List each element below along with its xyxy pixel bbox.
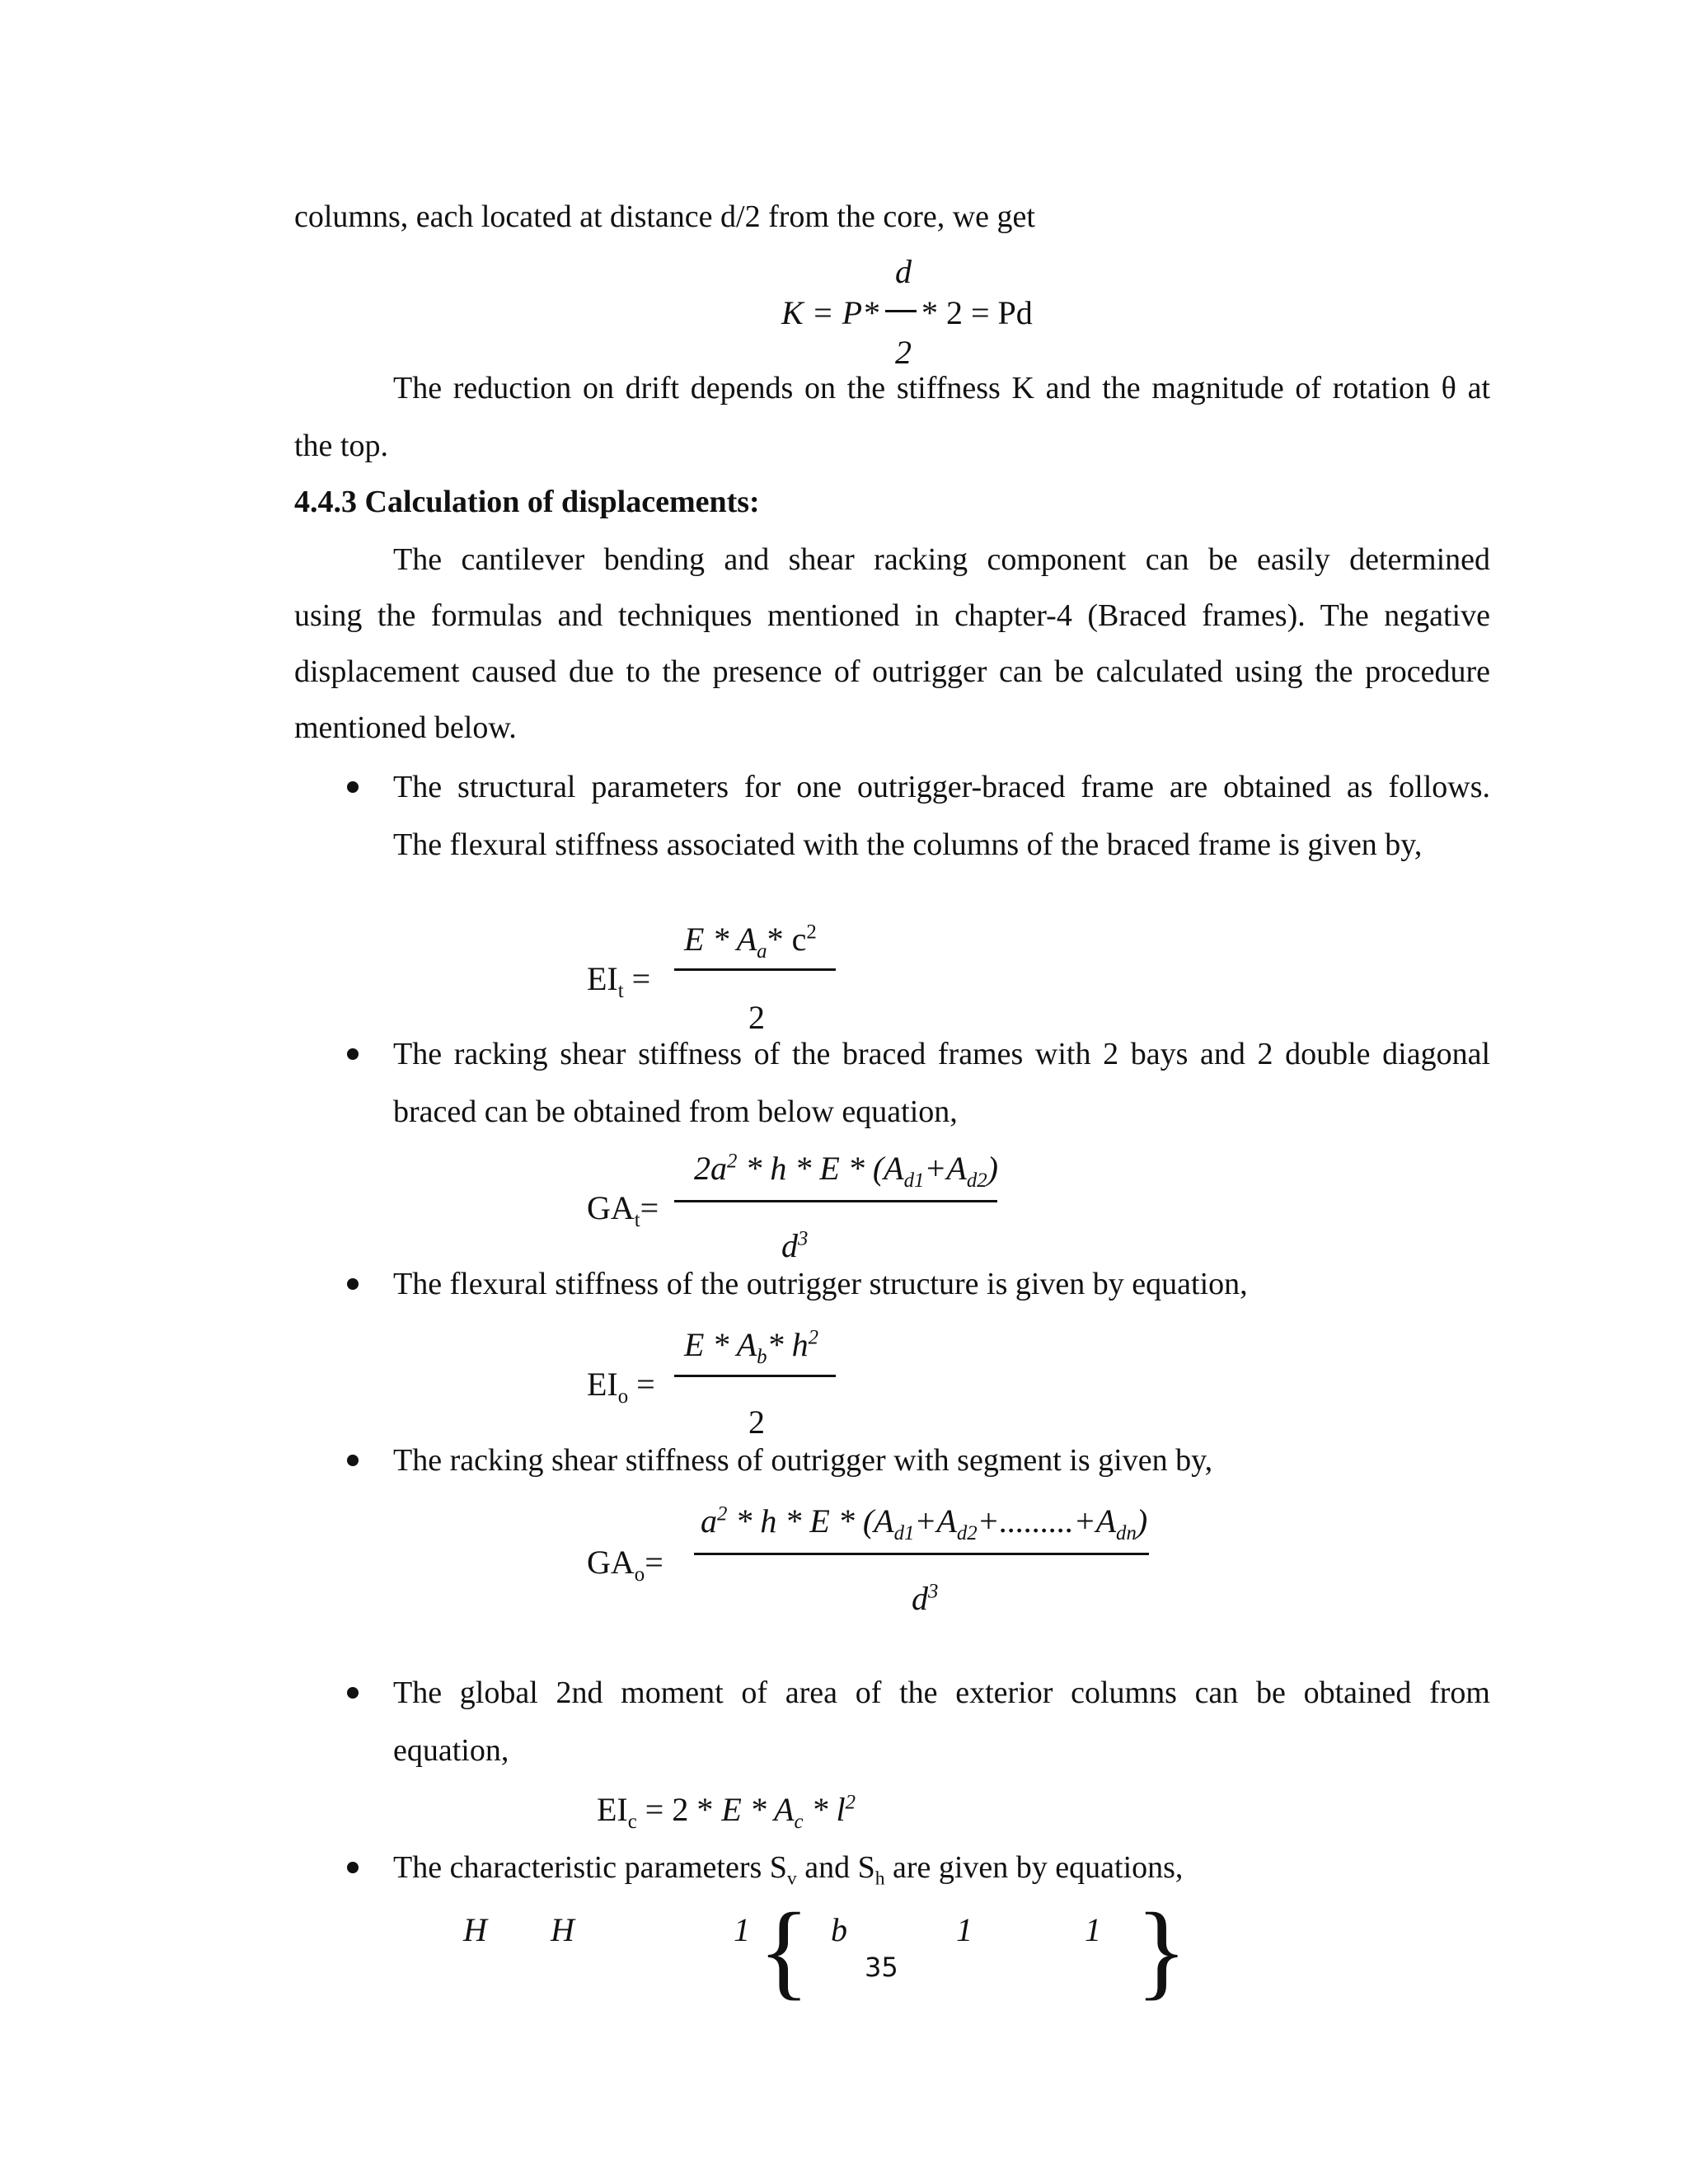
bullet-text-line: The racking shear stiffness of outrigger with segment is given by, — [393, 1443, 1213, 1478]
bullet-text-line: The flexural stiffness of the outrigger structure is given by equation, — [393, 1267, 1248, 1301]
bullet-text-line: The racking shear stiffness of the braced frames with 2 bays and 2 double diagonal — [393, 1037, 1490, 1071]
equation-eit-numerator: E * $A_a*$ $c^2$ — [684, 921, 817, 963]
bullet-icon — [347, 1278, 359, 1290]
fraction-bar — [674, 968, 836, 971]
equation-gat-numerator: $2a^2 * h * E * (A_{d1}+A_{d2})$ — [694, 1150, 998, 1192]
left-brace-icon: { — [758, 1891, 810, 2010]
bullet-text-line: The global 2nd moment of area of the exterior columns can be obtained from — [393, 1675, 1490, 1710]
bullet-icon — [347, 1862, 359, 1873]
bullet-icon — [347, 781, 359, 793]
page-number: 35 — [865, 1952, 898, 1983]
body-text-line: displacement caused due to the presence of outrigger can be calculated using the procedure — [294, 654, 1490, 689]
fraction-bar — [674, 1200, 997, 1202]
bullet-text-line: The structural parameters for one outrigger-braced frame are obtained as follows. — [393, 770, 1490, 804]
equation-gat-lhs: $GA_t=$ — [587, 1189, 659, 1231]
body-text-line: the top. — [294, 429, 388, 463]
equation-gao-lhs: $GA_o=$ — [587, 1544, 663, 1586]
partial-equation-one: 1 — [956, 1911, 973, 1948]
right-brace-icon: } — [1136, 1891, 1188, 2010]
equation-k-numerator: d — [895, 253, 912, 290]
fraction-bar — [694, 1553, 1149, 1555]
equation-eio-numerator: E * $A_b*$ $h^2$ — [684, 1326, 818, 1368]
body-text-line: using the formulas and techniques mentioned in chapter-4 (Braced frames). The negative — [294, 598, 1490, 633]
equation-gao-numerator: $a^2 * h * E * (A_{d1}+A_{d2}+.........+A_{dn})$ — [701, 1502, 1148, 1544]
partial-equation-h1: H — [463, 1911, 487, 1948]
equation-eit-lhs: $EI_t$ = — [587, 960, 651, 1002]
fraction-bar — [885, 310, 917, 312]
section-heading: 4.4.3 Calculation of displacements: — [294, 485, 760, 519]
bullet-icon — [347, 1687, 359, 1699]
equation-k-lhs: K = P* — [781, 294, 879, 331]
equation-eio-lhs: $EI_o$ = — [587, 1366, 655, 1408]
equation-eic: $EI_c = 2 * E * A_c * l^2$ — [597, 1791, 856, 1833]
body-text-line: The cantilever bending and shear racking component can be easily determined — [393, 542, 1490, 577]
bullet-text-line: equation, — [393, 1733, 509, 1768]
bullet-icon — [347, 1455, 359, 1466]
body-text-line: mentioned below. — [294, 710, 517, 745]
partial-equation-b: b — [831, 1911, 847, 1948]
body-text-line: columns, each located at distance d/2 from the core, we get — [294, 199, 1035, 234]
equation-gat-denominator: $d^3$ — [781, 1227, 809, 1264]
partial-equation-one: 1 — [1085, 1911, 1101, 1948]
partial-equation-h2: H — [551, 1911, 574, 1948]
fraction-bar — [674, 1375, 836, 1377]
equation-k-rhs: * 2 = Pd — [921, 294, 1033, 331]
equation-k-denominator: 2 — [895, 334, 912, 371]
bullet-icon — [347, 1048, 359, 1060]
equation-eit-denominator: 2 — [748, 999, 765, 1036]
equation-gao-denominator: $d^3$ — [912, 1580, 939, 1617]
equation-eio-denominator: 2 — [748, 1404, 765, 1441]
partial-equation-one: 1 — [734, 1911, 750, 1948]
bullet-text-line: braced can be obtained from below equation, — [393, 1094, 958, 1129]
body-text-line: The reduction on drift depends on the stiffness K and the magnitude of rotation θ at — [393, 371, 1490, 405]
bullet-text-line: The characteristic parameters $S_v$ and $S_h$ are given by equations, — [393, 1850, 1184, 1890]
bullet-text-line: The flexural stiffness associated with the columns of the braced frame is given by, — [393, 827, 1423, 862]
